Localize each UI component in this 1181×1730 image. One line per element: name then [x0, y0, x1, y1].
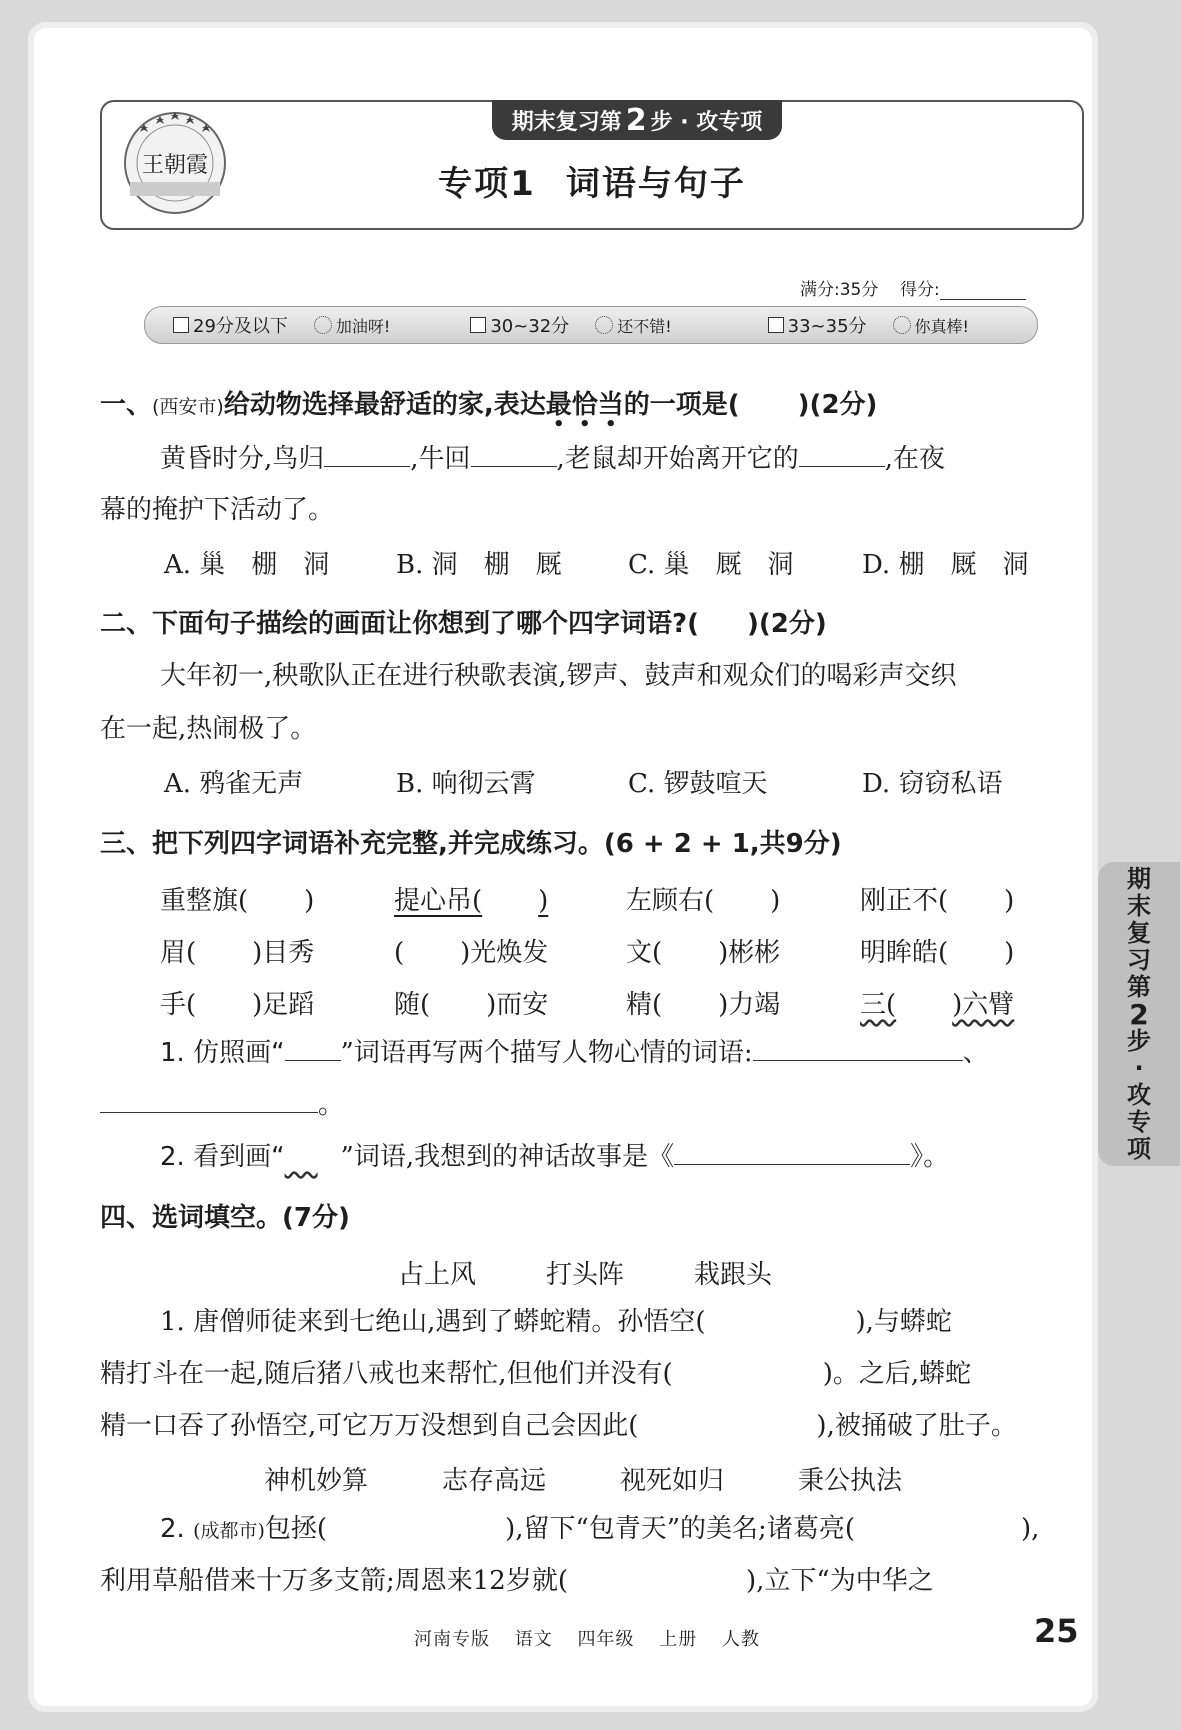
text: ) — [770, 886, 781, 916]
rating-range: 30~32分 — [490, 316, 570, 337]
text: 利用草船借来十万多支箭;周恩来12岁就( — [100, 1566, 568, 1596]
text: 三( — [860, 990, 897, 1020]
q1-option-b[interactable]: B. 洞 棚 厩 — [396, 550, 562, 580]
idiom-blank[interactable] — [394, 932, 548, 969]
side-char: 2 — [1129, 997, 1149, 1031]
text: 1. 仿照画“ — [160, 1038, 285, 1068]
q1-passage-line2: 幕的掩护下活动了。 — [100, 495, 335, 525]
q2-option-c[interactable]: C. 锣鼓喧天 — [628, 769, 768, 799]
page-number: 25 — [1034, 1612, 1079, 1650]
got-score-label: 得分: — [899, 280, 940, 300]
fill-blank[interactable] — [799, 440, 885, 467]
side-char: 习 — [1127, 945, 1151, 974]
title-topic: 词语与句子 — [565, 164, 746, 204]
stage-tab-number: 2 — [625, 102, 647, 138]
q1-stem — [100, 388, 877, 424]
q1-number: 一、 — [100, 390, 153, 420]
wavy-sample — [285, 1140, 341, 1174]
text: 左顾右( — [626, 886, 715, 916]
text: 文( — [626, 938, 663, 968]
page-title — [102, 156, 1082, 205]
text: ,牛回 — [410, 444, 471, 474]
smile-icon — [893, 316, 911, 334]
footer-publisher: 人教 — [721, 1629, 760, 1650]
text: 眉( — [160, 938, 197, 968]
text: 。 — [318, 1090, 345, 1120]
q2-score: )(2分) — [746, 609, 827, 639]
text: ( — [394, 938, 405, 968]
side-char: 复 — [1127, 918, 1151, 947]
rating-cheer: 加油呀! — [335, 316, 391, 336]
text: 2. 看到画“ — [160, 1142, 285, 1172]
word-choice: 视死如归 — [620, 1466, 725, 1496]
idiom-blank[interactable] — [160, 880, 314, 917]
text: 黄昏时分,鸟归 — [160, 444, 325, 474]
idiom-blank-underlined[interactable] — [394, 880, 548, 917]
side-char: 专 — [1127, 1107, 1151, 1136]
score-line — [800, 275, 1026, 300]
checkbox-icon[interactable] — [173, 317, 189, 333]
q1-option-a[interactable]: A. 巢 棚 洞 — [164, 550, 330, 580]
text: )。之后,蟒蛇 — [822, 1359, 972, 1389]
text: ”词语再写两个描写人物心情的词语: — [340, 1038, 753, 1068]
q2-option-b[interactable]: B. 响彻云霄 — [396, 769, 536, 799]
text: 1. 唐僧师徒来到七绝山,遇到了蟒蛇精。孙悟空( — [160, 1307, 706, 1337]
q1-option-c[interactable]: C. 巢 厩 洞 — [628, 550, 794, 580]
side-char: 期 — [1127, 864, 1151, 893]
q3-sub1 — [160, 1034, 989, 1070]
text: )足蹈 — [252, 990, 315, 1020]
q4-source: (成都市) — [193, 1520, 265, 1542]
text: )光焕发 — [460, 938, 549, 968]
score-blank[interactable] — [940, 281, 1026, 300]
q3-sub2 — [160, 1138, 949, 1174]
q2-passage-line1: 大年初一,秧歌队正在进行秧歌表演,锣声、鼓声和观众们的喝彩声交织 — [160, 661, 957, 691]
emph-char: 当 — [597, 390, 624, 420]
fill-blank[interactable] — [324, 440, 410, 467]
checkbox-icon[interactable] — [768, 317, 784, 333]
stage-tab-prefix: 期末复习第 — [511, 109, 622, 135]
word-choice: 神机妙算 — [264, 1466, 369, 1496]
rating-mid — [442, 312, 739, 338]
footer-volume: 上册 — [659, 1629, 698, 1650]
text: )而安 — [486, 990, 549, 1020]
text: 精一口吞了孙悟空,可它万万没想到自己会因此( — [100, 1411, 639, 1441]
emph-char: 恰 — [571, 390, 598, 420]
text: )彬彬 — [718, 938, 781, 968]
checkbox-icon[interactable] — [470, 317, 486, 333]
text: 手( — [160, 990, 197, 1020]
text: ),与蟒蛇 — [855, 1307, 952, 1337]
text: 明眸皓( — [860, 938, 949, 968]
q3-sub1-cont — [100, 1086, 344, 1122]
stage-tab — [492, 100, 782, 140]
text: ) — [538, 886, 549, 916]
side-char: 攻 — [1127, 1080, 1151, 1109]
word-choice: 占上风 — [398, 1260, 477, 1290]
footer-edition: 河南专版 — [414, 1629, 490, 1650]
text: ),留下“包青天”的美名;诸葛亮( — [505, 1514, 855, 1544]
header-box — [100, 100, 1084, 230]
side-char: 项 — [1127, 1134, 1151, 1163]
side-char: 第 — [1127, 972, 1151, 1001]
idiom-blank[interactable] — [160, 984, 314, 1021]
rating-cheer: 还不错! — [617, 316, 672, 336]
text: 刚正不( — [860, 886, 949, 916]
full-score: 满分:35分 — [800, 280, 879, 300]
q4-s1-line3 — [100, 1409, 1017, 1443]
fill-blank[interactable] — [753, 1034, 963, 1061]
logo-text: 王朝霞 — [141, 153, 209, 178]
text: )力竭 — [718, 990, 781, 1020]
stage-tab-suffix: 步 · 攻专项 — [650, 109, 763, 135]
idiom-blank[interactable] — [860, 932, 1014, 969]
emph-char: 最 — [545, 390, 572, 420]
word-choice: 栽跟头 — [694, 1260, 773, 1290]
idiom-blank[interactable] — [160, 932, 314, 969]
q2-option-d[interactable]: D. 窃窃私语 — [862, 769, 1003, 799]
word-choice: 志存高远 — [442, 1466, 547, 1496]
rating-range: 29分及以下 — [193, 316, 288, 337]
rating-high — [740, 312, 1037, 338]
text: 包拯( — [264, 1514, 328, 1544]
text: 随( — [394, 990, 431, 1020]
side-stage-tab — [1098, 862, 1180, 1166]
q1-passage-line1 — [160, 440, 945, 476]
rating-low — [145, 312, 442, 338]
text: 重整旗( — [160, 886, 249, 916]
text: ) — [304, 886, 315, 916]
idiom-blank-wavy[interactable] — [860, 984, 1014, 1021]
text: 2. — [160, 1514, 194, 1544]
rating-range: 33~35分 — [787, 316, 867, 337]
q1-score: )(2分) — [797, 390, 878, 420]
q4-s2-line2 — [100, 1564, 934, 1598]
text: ”词语,我想到的神话故事是《 — [340, 1142, 675, 1172]
smile-icon — [314, 316, 332, 334]
text: 提心吊( — [394, 886, 483, 916]
text: ,老鼠却开始离开它的 — [556, 444, 799, 474]
smile-icon — [595, 316, 613, 334]
fill-blank[interactable] — [471, 440, 557, 467]
q1-source: (西安市) — [152, 396, 224, 418]
text: )目秀 — [252, 938, 315, 968]
idiom-blank[interactable] — [626, 984, 780, 1021]
text: ),被捅破了肚子。 — [816, 1411, 1017, 1441]
footer-subject: 语文 — [514, 1629, 553, 1650]
side-char: 步 — [1127, 1026, 1151, 1055]
text: ) — [1004, 938, 1015, 968]
title-section: 专项1 — [438, 164, 536, 204]
text: ,在夜 — [884, 444, 946, 474]
underline-sample — [285, 1034, 341, 1061]
q4-s1-line1 — [160, 1305, 952, 1339]
idiom-blank[interactable] — [860, 880, 1014, 917]
word-choice: 秉公执法 — [798, 1466, 903, 1496]
side-char: 末 — [1127, 891, 1151, 920]
text: ) — [1004, 886, 1015, 916]
fill-blank[interactable] — [100, 1086, 318, 1113]
text: ),立下“为中华之 — [746, 1566, 934, 1596]
q1-stem-text: 的一项是( — [623, 390, 740, 420]
q2-stem-text: 二、下面句子描绘的画面让你想到了哪个四字词语?( — [100, 609, 699, 639]
q1-stem-text: 给动物选择最舒适的家,表达 — [223, 390, 546, 420]
idiom-blank[interactable] — [626, 932, 780, 969]
text: 、 — [962, 1038, 989, 1068]
text: 精( — [626, 990, 663, 1020]
fill-blank[interactable] — [674, 1138, 910, 1165]
word-choice: 打头阵 — [546, 1260, 625, 1290]
q1-option-d[interactable]: D. 棚 厩 洞 — [862, 550, 1029, 580]
q2-stem — [100, 607, 827, 641]
q2-passage-line2: 在一起,热闹极了。 — [100, 714, 317, 744]
footer-info — [414, 1625, 778, 1651]
q4-s2-line1 — [160, 1512, 1039, 1548]
rating-bar — [144, 306, 1038, 344]
text: )六臂 — [952, 990, 1015, 1020]
footer-grade: 四年级 — [577, 1629, 635, 1650]
idiom-blank[interactable] — [626, 880, 780, 917]
q2-option-a[interactable]: A. 鸦雀无声 — [164, 769, 304, 799]
text: 精打斗在一起,随后猪八戒也来帮忙,但他们并没有( — [100, 1359, 673, 1389]
rating-cheer: 你真棒! — [914, 316, 969, 336]
q3-stem: 三、把下列四字词语补充完整,并完成练习。(6 + 2 + 1,共9分) — [100, 829, 842, 859]
side-char: · — [1134, 1053, 1144, 1082]
q4-stem: 四、选词填空。(7分) — [100, 1203, 350, 1233]
q4-s1-line2 — [100, 1357, 971, 1391]
text: 》。 — [910, 1142, 950, 1172]
idiom-blank[interactable] — [394, 984, 548, 1021]
text: ), — [1020, 1514, 1040, 1544]
